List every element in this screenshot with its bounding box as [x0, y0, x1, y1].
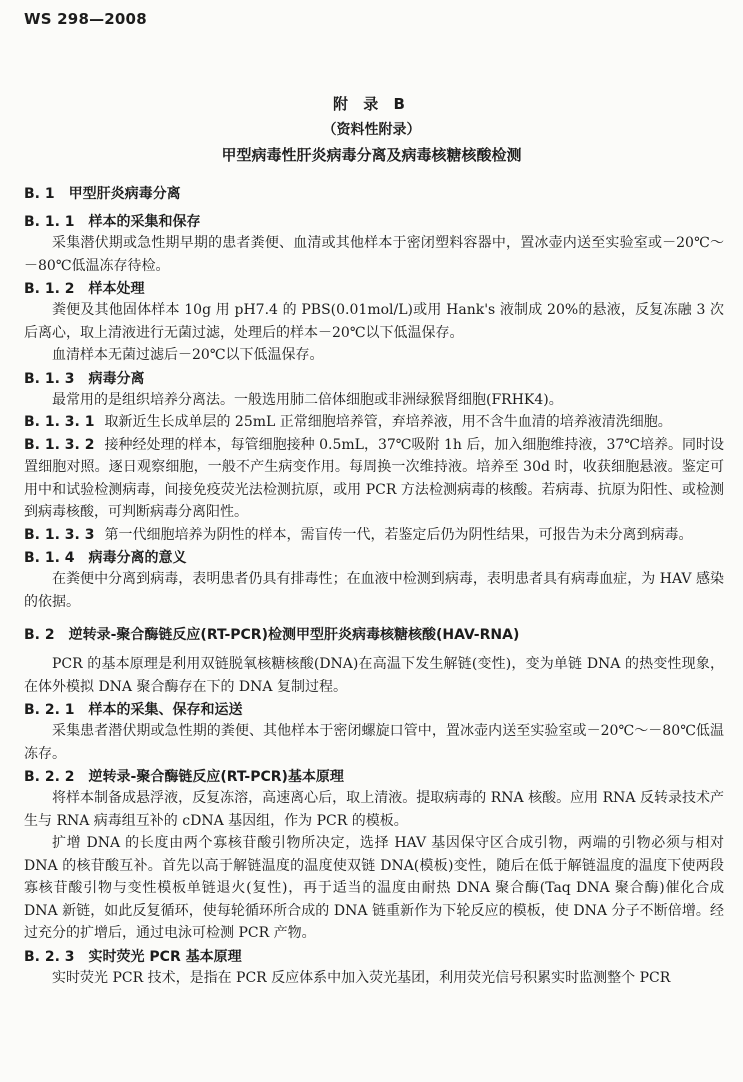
paragraph: 采集患者潜伏期或急性期的粪便、其他样本于密闭螺旋口管中，置冰壶内送至实验室或－20℃～－80℃低温冻存。	[24, 723, 724, 762]
section-title: 实时荧光 PCR 基本原理	[88, 948, 242, 965]
section-number: B. 1. 2	[24, 281, 75, 297]
appendix-subtitle: 甲型病毒性肝炎病毒分离及病毒核糖核酸检测	[221, 146, 522, 164]
section-heading-b2-2	[24, 767, 724, 787]
section-number: B. 1. 4	[24, 550, 75, 566]
section-heading-b2-1	[24, 700, 724, 720]
section-title: 甲型肝炎病毒分离	[68, 186, 181, 202]
appendix-title: 附 录 B	[333, 95, 410, 113]
section-heading-b1-2	[24, 279, 724, 299]
section-title: 样本处理	[88, 281, 145, 297]
clause-number: B. 1. 3. 3	[24, 526, 95, 543]
section-number: B. 1	[24, 186, 55, 202]
section-title: 病毒分离的意义	[88, 550, 187, 566]
paragraph: 采集潜伏期或急性期早期的患者粪便、血清或其他样本于密闭塑料容器中，置冰壶内送至实验室或－20℃～－80℃低温冻存待检。	[24, 235, 724, 274]
section-title: 样本的采集、保存和运送	[88, 702, 243, 718]
section-number: B. 2. 1	[24, 702, 75, 718]
section-title: 逆转录-聚合酶链反应(RT-PCR)基本原理	[88, 769, 344, 785]
numbered-clause-b1-3-3	[24, 524, 724, 547]
section-title: 病毒分离	[88, 370, 145, 387]
standard-code: WS 298—2008	[24, 10, 147, 28]
paragraph: 实时荧光 PCR 技术，是指在 PCR 反应体系中加入荧光基团，利用荧光信号积累实时监测整个 PCR	[52, 969, 671, 986]
section-heading-b1-3	[24, 369, 724, 389]
clause-number: B. 1. 3. 2	[24, 436, 95, 453]
document-body	[24, 184, 724, 989]
paragraph: 最常用的是组织培养分离法。一般选用肺二倍体细胞或非洲绿猴肾细胞(FRHK4)。	[52, 391, 563, 408]
section-number: B. 2. 2	[24, 769, 75, 785]
paragraph: 扩增 DNA 的长度由两个寡核苷酸引物所决定，选择 HAV 基因保守区合成引物，两端的引物必须与相对 DNA 的核苷酸互补。首先以高于解链温度的温度使双链 DNA(模板)变性，随后在低于解链温度的温度下使两段寡核苷酸引物与变性模板单链退火(复性)，再于适当的温度由耐热 DNA 聚合酶(Taq DNA 聚合酶)催化合成 DNA 新链，如此反复循环，使每轮循环所合成的 DNA 链重新作为下轮反应的模板，使 DNA 分子不断倍增。经过充分的扩增后，通过电泳可检测 PCR 产物。	[24, 835, 724, 941]
section-heading-b1-1	[24, 212, 724, 232]
clause-text: 取新近生长成单层的 25mL 正常细胞培养管，弃培养液，用不含牛血清的培养液清洗细胞。	[104, 414, 672, 430]
paragraph: 血清样本无菌过滤后－20℃以下低温保存。	[52, 347, 324, 363]
numbered-clause-b1-3-2	[24, 434, 724, 524]
numbered-clause-b1-3-1	[24, 411, 724, 434]
section-heading-b2-3	[24, 947, 724, 967]
section-heading-b1-4	[24, 548, 724, 568]
paragraph: 粪便及其他固体样本 10g 用 pH7.4 的 PBS(0.01mol/L)或用 Hank's 液制成 20%的悬液，反复冻融 3 次后离心，取上清液进行无菌过滤，处理后的样本－20℃以下低温保存。	[24, 302, 724, 341]
section-number: B. 1. 3	[24, 370, 75, 387]
section-number: B. 2. 3	[24, 948, 75, 965]
section-heading-b2	[24, 625, 724, 645]
section-title: 逆转录-聚合酶链反应(RT-PCR)检测甲型肝炎病毒核糖核酸(HAV-RNA)	[68, 627, 520, 643]
appendix-note: （资料性附录）	[322, 122, 421, 138]
section-title: 样本的采集和保存	[88, 214, 201, 230]
clause-text: 第一代细胞培养为阴性的样本，需盲传一代，若鉴定后仍为阴性结果，可报告为未分离到病毒。	[104, 526, 693, 543]
paragraph: 将样本制备成悬浮液，反复冻溶，高速离心后，取上清液。提取病毒的 RNA 核酸。应用 RNA 反转录技术产生与 RNA 病毒组互补的 cDNA 基因组，作为 PCR 的模板。	[24, 790, 724, 829]
clause-text: 接种经处理的样本，每管细胞接种 0.5mL，37℃吸附 1h 后，加入细胞维持液，37℃培养。同时设置细胞对照。逐日观察细胞，一般不产生病变作用。每周换一次维持液。培养至 30d 时，收获细胞悬液。鉴定可用中和试验检测病毒，间接免疫荧光法检测抗原，或用 PCR 方法检测病毒的核酸。若病毒、抗原为阳性、或检测到病毒核酸，可判断病毒分离阳性。	[24, 436, 724, 520]
section-number: B. 2	[24, 627, 55, 643]
paragraph: 在粪便中分离到病毒，表明患者仍具有排毒性；在血液中检测到病毒，表明患者具有病毒血症，为 HAV 感染的依据。	[24, 571, 724, 610]
section-heading-b1	[24, 184, 724, 204]
paragraph: PCR 的基本原理是利用双链脱氧核糖核酸(DNA)在高温下发生解链(变性)，变为单链 DNA 的热变性现象，在体外模拟 DNA 聚合酶存在下的 DNA 复制过程。	[24, 656, 724, 695]
clause-number: B. 1. 3. 1	[24, 414, 95, 430]
section-number: B. 1. 1	[24, 214, 75, 230]
